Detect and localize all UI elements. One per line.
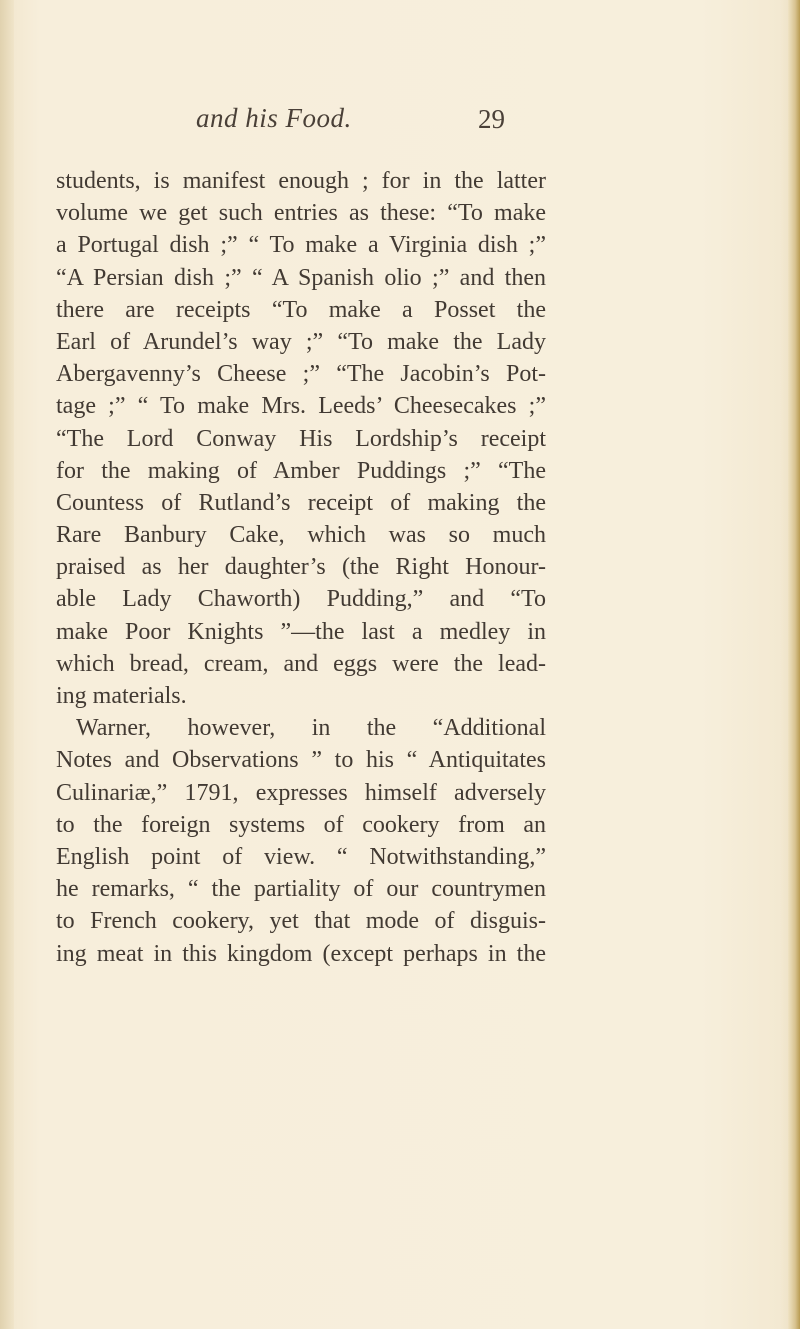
text-line: to the foreign systems of cookery from an (56, 811, 546, 838)
text-line: Warner, however, in the “Additional (76, 715, 546, 742)
text-line: ing meat in this kingdom (except perhaps in the (56, 940, 546, 967)
text-line: Notes and Observations ” to his “ Antiquitates (56, 747, 546, 774)
text-line: which bread, cream, and eggs were the lead- (56, 650, 546, 677)
text-line: a Portugal dish ;” “ To make a Virginia dish ;” (56, 232, 546, 259)
text-line: students, is manifest enough ; for in the latter (56, 168, 546, 194)
page-gutter-shadow (0, 0, 14, 1329)
text-line: English point of view. “ Notwithstanding,” (56, 843, 546, 870)
text-line: to French cookery, yet that mode of disguis- (56, 908, 546, 935)
text-line: Culinariæ,” 1791, expresses himself adversely (56, 779, 546, 806)
text-line: “A Persian dish ;” “ A Spanish olio ;” and then (56, 264, 546, 291)
text-line: for the making of Amber Puddings ;” “The (56, 457, 546, 484)
text-line: tage ;” “ To make Mrs. Leeds’ Cheesecakes ;” (56, 393, 546, 420)
page-edge (788, 0, 800, 1329)
text-line: he remarks, “ the partiality of our countrymen (56, 876, 546, 903)
text-line: praised as her daughter’s (the Right Honour- (56, 554, 546, 581)
text-line: make Poor Knights ”—the last a medley in (56, 618, 546, 645)
text-line: Earl of Arundel’s way ;” “To make the Lady (56, 328, 546, 355)
running-title: and his Food. (196, 103, 352, 133)
running-header (60, 103, 700, 143)
text-line: Abergavenny’s Cheese ;” “The Jacobin’s Pot- (56, 361, 546, 388)
page-number: 29 (478, 104, 505, 134)
text-line: there are receipts “To make a Posset the (56, 296, 546, 323)
body-text (56, 165, 546, 970)
text-line: volume we get such entries as these: “To make (56, 200, 546, 227)
text-line: able Lady Chaworth) Pudding,” and “To (56, 586, 546, 613)
text-line: Countess of Rutland’s receipt of making the (56, 489, 546, 516)
text-line: “The Lord Conway His Lordship’s receipt (56, 425, 546, 452)
text-line: Rare Banbury Cake, which was so much (56, 522, 546, 549)
text-line: ing materials. (56, 683, 187, 709)
